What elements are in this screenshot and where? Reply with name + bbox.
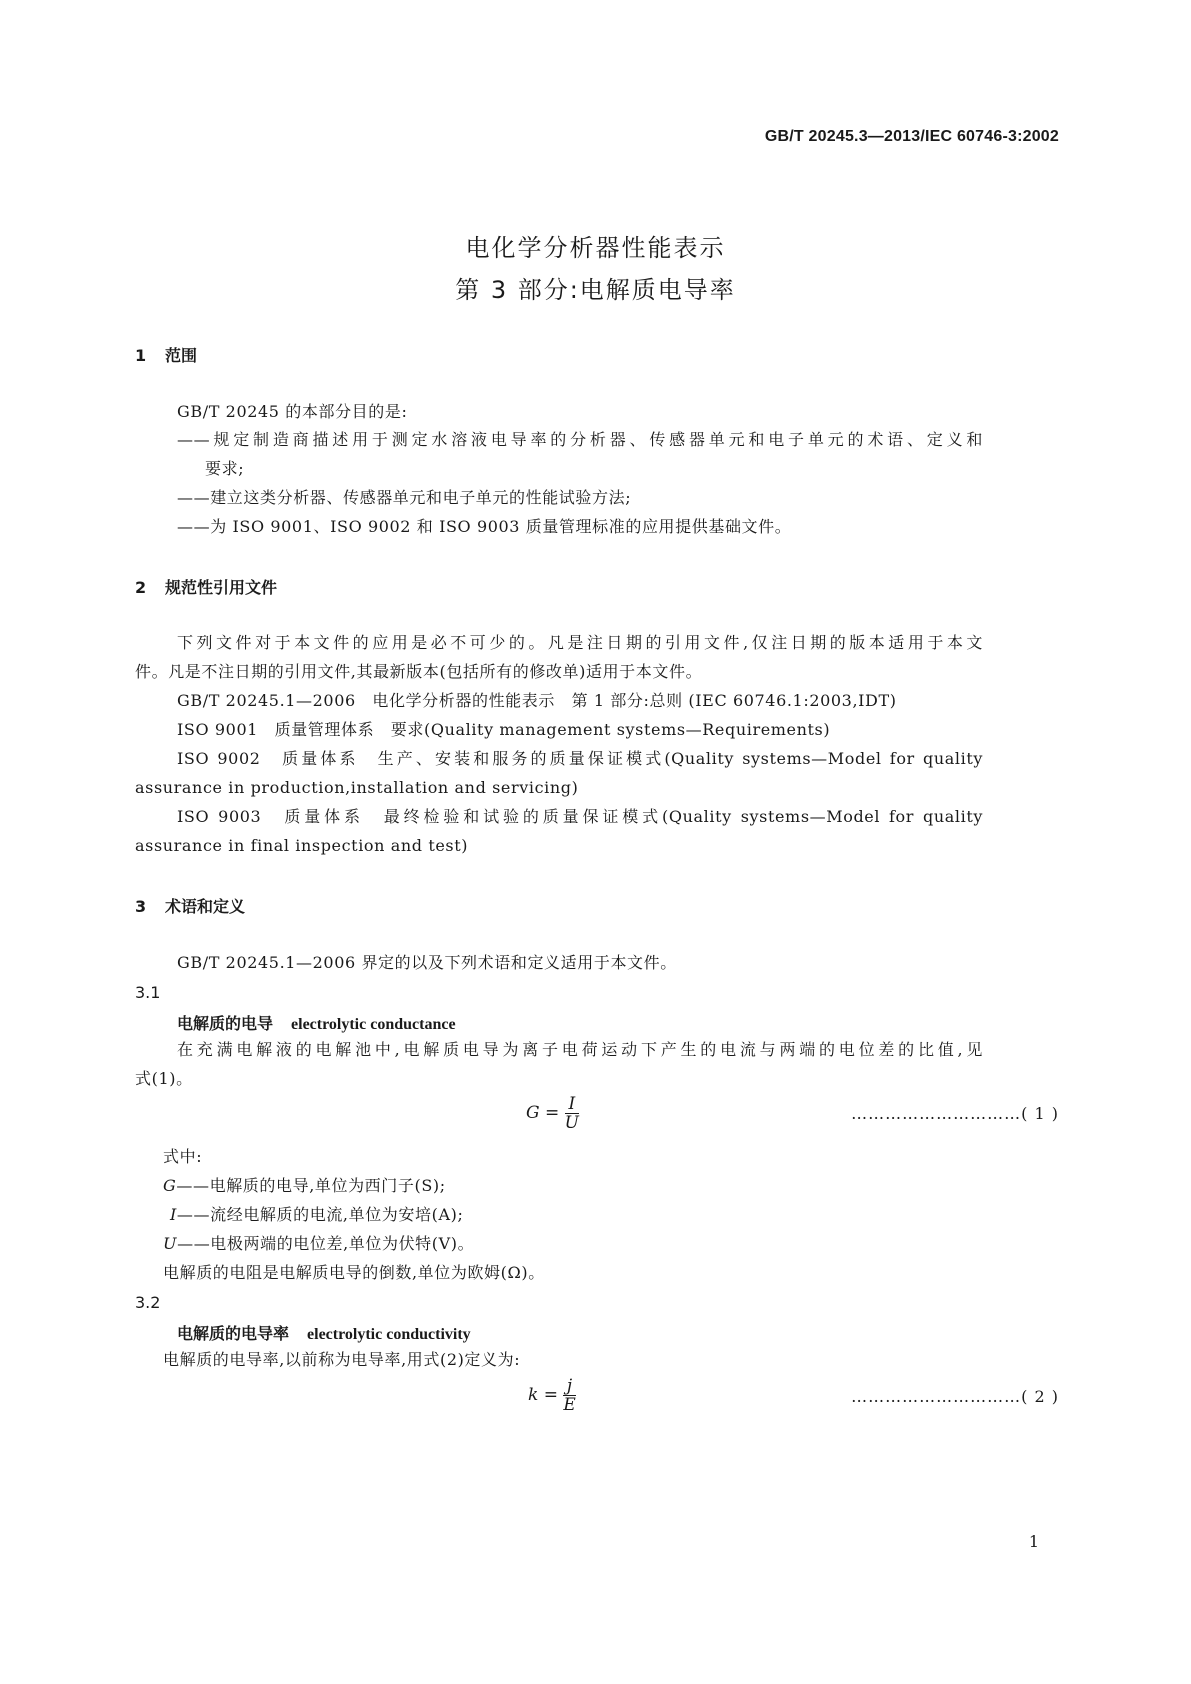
reference-entry-continued: assurance in final inspection and test)	[135, 836, 469, 855]
definition-line: 电解质的电导率,以前称为电导率,用式(2)定义为:	[163, 1350, 521, 1369]
document-title-line1: 电化学分析器性能表示	[465, 234, 726, 262]
scope-item: ——规定制造商描述用于测定水溶液电导率的分析器、传感器单元和电子单元的术语、定义和	[177, 430, 983, 449]
term-heading	[177, 1321, 471, 1344]
clause-number: 3.1	[135, 983, 161, 1002]
reference-entry: ISO 9001 质量管理体系 要求(Quality management systems—Requirements)	[177, 720, 831, 739]
section-3-intro: GB/T 20245.1—2006 界定的以及下列术语和定义适用于本文件。	[177, 953, 677, 972]
paragraph-line: 下列文件对于本文件的应用是必不可少的。凡是注日期的引用文件,仅注日期的版本适用于本文	[177, 633, 983, 652]
variable-description: ——流经电解质的电流,单位为安培(A);	[176, 1205, 464, 1224]
variable-symbol: U	[163, 1234, 178, 1253]
formula-lhs: k =	[528, 1385, 558, 1405]
page-number: 1	[1028, 1532, 1039, 1551]
document-title-line2: 第 3 部分:电解质电导率	[455, 276, 736, 304]
paragraph-line: 件。凡是不注日期的引用文件,其最新版本(包括所有的修改单)适用于本文件。	[135, 662, 703, 681]
section-number: 3	[135, 897, 147, 916]
scope-item-continued: 要求;	[205, 459, 245, 478]
equation-label: …………………………( 2 )	[851, 1387, 1059, 1406]
variable-definition	[170, 1205, 463, 1225]
formula-lhs: G =	[526, 1103, 560, 1123]
section-title: 范围	[165, 346, 198, 365]
scope-item: ——建立这类分析器、传感器单元和电子单元的性能试验方法;	[177, 488, 632, 507]
section-number: 1	[135, 346, 147, 365]
reference-entry-continued: assurance in production,installation and servicing)	[135, 778, 579, 797]
formula-denominator: U	[564, 1113, 579, 1133]
clause-number: 3.2	[135, 1293, 161, 1312]
formula-2	[528, 1377, 576, 1414]
note-line: 电解质的电阻是电解质电导的倒数,单位为欧姆(Ω)。	[163, 1263, 545, 1282]
section-title: 规范性引用文件	[165, 578, 278, 597]
variable-symbol: I	[170, 1205, 177, 1224]
term-english: electrolytic conductance	[291, 1016, 456, 1033]
where-label: 式中:	[163, 1147, 203, 1166]
formula-numerator: I	[565, 1095, 579, 1114]
scope-item: ——为 ISO 9001、ISO 9002 和 ISO 9003 质量管理标准的应用提供基础文件。	[177, 517, 792, 536]
variable-definition	[163, 1176, 446, 1196]
term-heading	[177, 1011, 456, 1034]
variable-definition	[163, 1234, 474, 1254]
formula-numerator: j	[563, 1377, 575, 1396]
formula-denominator: E	[563, 1395, 576, 1415]
section-title: 术语和定义	[165, 897, 246, 916]
reference-entry: ISO 9003 质量体系 最终检验和试验的质量保证模式(Quality systems—Model for quality	[177, 807, 983, 826]
section-2-heading	[135, 575, 277, 598]
formula-1	[526, 1095, 579, 1132]
definition-line: 式(1)。	[135, 1069, 193, 1088]
variable-description: ——电极两端的电位差,单位为伏特(V)。	[177, 1234, 475, 1253]
variable-description: ——电解质的电导,单位为西门子(S);	[176, 1176, 446, 1195]
equation-label: …………………………( 1 )	[851, 1104, 1059, 1123]
section-number: 2	[135, 578, 147, 597]
term-english: electrolytic conductivity	[307, 1326, 471, 1343]
formula-fraction	[565, 1095, 579, 1132]
section-3-heading	[135, 894, 245, 917]
reference-entry: ISO 9002 质量体系 生产、安装和服务的质量保证模式(Quality systems—Model for quality	[177, 749, 983, 768]
section-1-heading	[135, 343, 197, 366]
variable-symbol: G	[163, 1176, 177, 1195]
formula-fraction	[563, 1377, 575, 1414]
definition-line: 在充满电解液的电解池中,电解质电导为离子电荷运动下产生的电流与两端的电位差的比值,见	[177, 1040, 983, 1059]
standard-number: GB/T 20245.3—2013/IEC 60746-3:2002	[764, 128, 1059, 145]
reference-entry: GB/T 20245.1—2006 电化学分析器的性能表示 第 1 部分:总则 (IEC 60746.1:2003,IDT)	[177, 691, 897, 710]
term-chinese: 电解质的电导率	[177, 1324, 290, 1343]
section-1-intro: GB/T 20245 的本部分目的是:	[177, 402, 408, 421]
term-chinese: 电解质的电导	[177, 1014, 274, 1033]
